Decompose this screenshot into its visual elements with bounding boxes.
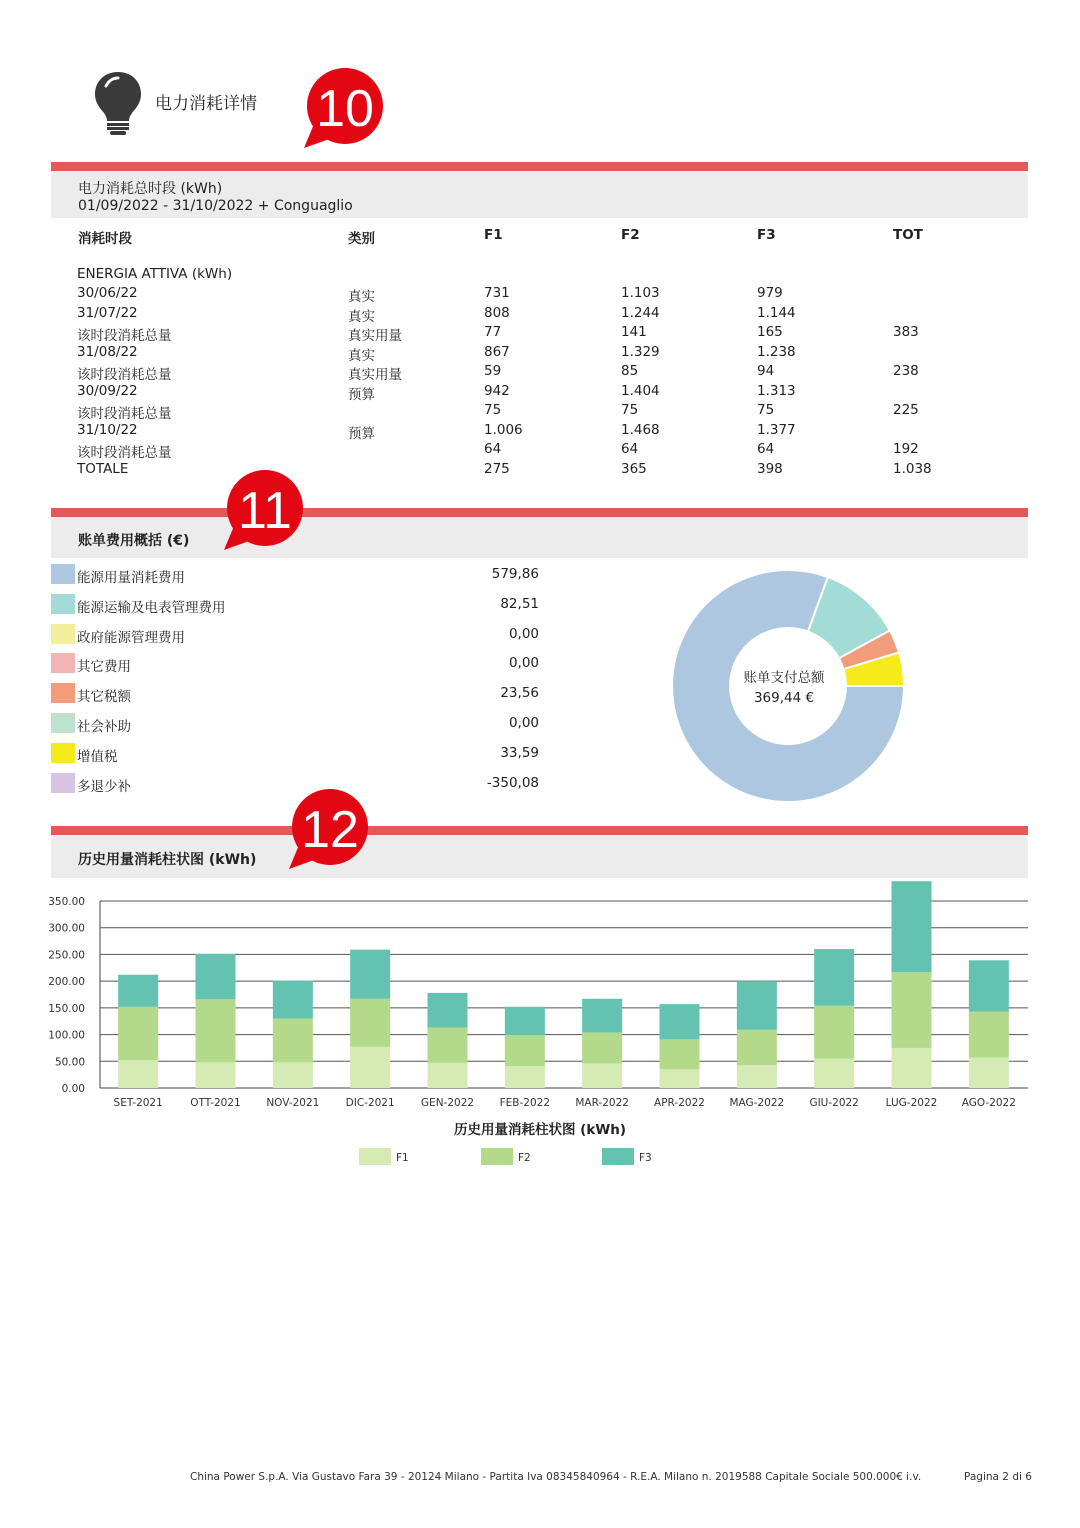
- bar-segment-f1: [118, 1060, 158, 1088]
- badge-number: 12: [301, 801, 359, 859]
- table-cell: 1.144: [757, 304, 796, 321]
- bar-segment-f2: [660, 1039, 700, 1069]
- group-label-row: [0, 266, 1080, 285]
- page-title: 电力消耗详情: [155, 94, 257, 114]
- bar-segment-f1: [892, 1048, 932, 1088]
- table-cell: 30/09/22: [77, 382, 138, 399]
- bar-segment-f2: [892, 972, 932, 1048]
- table-cell: TOTALE: [77, 460, 129, 477]
- summary-item-label: 社会补助: [77, 719, 131, 735]
- column-header: TOT: [893, 227, 923, 243]
- bar-segment-f2: [505, 1035, 545, 1066]
- table-cell: 该时段消耗总量: [77, 406, 172, 422]
- summary-item-value: 33,59: [500, 744, 539, 761]
- column-header: F3: [757, 227, 776, 243]
- bar-segment-f1: [660, 1069, 700, 1088]
- table-cell: 1.329: [621, 343, 660, 360]
- table-cell: 979: [757, 285, 783, 301]
- table-cell: 275: [484, 460, 510, 477]
- x-tick-label: AGO-2022: [961, 1097, 1016, 1109]
- legend-swatch: [51, 713, 75, 733]
- donut-label: 账单支付总额: [743, 670, 825, 686]
- table-cell: 1.103: [621, 285, 660, 301]
- table-row: [0, 402, 1080, 421]
- y-tick-label: 100.00: [48, 1029, 85, 1042]
- table-row: [0, 422, 1080, 441]
- y-tick-label: 250.00: [48, 949, 85, 962]
- table-cell: 808: [484, 304, 510, 321]
- legend-swatch: [51, 773, 75, 793]
- history-bar-chart: [0, 880, 1080, 1180]
- column-header: F1: [484, 227, 503, 243]
- table-cell: 31/08/22: [77, 343, 138, 360]
- badge-number: 11: [238, 482, 292, 540]
- table-cell: 867: [484, 343, 510, 360]
- legend-label: F1: [396, 1152, 409, 1164]
- y-tick-label: 50.00: [54, 1056, 85, 1069]
- summary-item: [51, 743, 551, 765]
- legend-swatch: [51, 624, 75, 644]
- table-cell: 预算: [348, 425, 375, 442]
- bar-segment-f2: [273, 1019, 313, 1063]
- table-cell: 30/06/22: [77, 285, 138, 301]
- table-cell: 238: [893, 363, 919, 379]
- section-badge-11: [222, 470, 306, 552]
- column-header: 消耗时段: [78, 231, 132, 247]
- x-tick-label: LUG-2022: [885, 1097, 938, 1109]
- x-tick-label: GIU-2022: [809, 1097, 859, 1109]
- x-tick-label: MAR-2022: [575, 1097, 629, 1109]
- legend-swatch: [51, 564, 75, 584]
- y-tick-label: 150.00: [48, 1002, 85, 1015]
- table-cell: 真实: [348, 308, 375, 325]
- section-badge-12: [287, 789, 371, 871]
- table-cell: 85: [621, 363, 639, 379]
- column-header: F2: [621, 227, 640, 243]
- history-title: 历史用量消耗柱状图 (kWh): [78, 852, 257, 868]
- table-cell: 383: [893, 324, 919, 340]
- table-cell: 真实用量: [348, 367, 402, 383]
- summary-item-value: 23,56: [500, 685, 539, 702]
- summary-item-value: 0,00: [508, 625, 539, 642]
- legend-swatch: [51, 743, 75, 763]
- table-cell: 该时段消耗总量: [77, 328, 172, 344]
- summary-item: [51, 564, 551, 586]
- consumption-header-box: [51, 171, 1028, 218]
- bar-segment-f1: [737, 1065, 777, 1088]
- legend-label: F2: [518, 1152, 531, 1164]
- x-tick-label: APR-2022: [654, 1097, 705, 1109]
- bar-segment-f1: [582, 1063, 622, 1088]
- bar-segment-f2: [428, 1028, 468, 1063]
- bar-segment-f3: [660, 1004, 700, 1039]
- table-cell: 59: [484, 363, 502, 379]
- table-cell: 1.238: [757, 343, 796, 360]
- table-cell: 真实: [348, 347, 375, 364]
- legend-swatch: [51, 683, 75, 703]
- summary-item: [51, 713, 551, 735]
- legend-swatch: [481, 1148, 513, 1165]
- table-cell: 75: [621, 402, 639, 418]
- bar-segment-f2: [737, 1030, 777, 1065]
- table-row: [0, 344, 1080, 363]
- bar-segment-f1: [814, 1059, 854, 1088]
- legend-swatch: [602, 1148, 634, 1165]
- summary-item-value: 82,51: [500, 595, 539, 612]
- bar-segment-f3: [273, 981, 313, 1019]
- bar-segment-f3: [892, 881, 932, 972]
- table-cell: 75: [757, 402, 775, 418]
- table-cell: 1.404: [621, 382, 660, 399]
- y-tick-label: 350.00: [48, 896, 85, 908]
- table-cell: 31/10/22: [77, 421, 138, 438]
- section-badge-10: [302, 68, 386, 150]
- bar-segment-f3: [505, 1007, 545, 1035]
- table-row: [0, 461, 1080, 480]
- summary-item-value: 579,86: [491, 566, 539, 582]
- bar-segment-f1: [350, 1047, 390, 1088]
- summary-item: [51, 594, 551, 616]
- legend-swatch: [51, 594, 75, 614]
- legend-swatch: [359, 1148, 391, 1165]
- chart-title: 历史用量消耗柱状图 (kWh): [453, 1122, 627, 1138]
- footer-company: China Power S.p.A. Via Gustavo Fara 39 - 20124 Milano - Partita Iva 08345840964 - R.E.A. Milano n. 2019588 Capitale Sociale 500.000€ i.v.: [190, 1471, 922, 1483]
- table-cell: 真实用量: [348, 328, 402, 344]
- summary-header-box: [51, 517, 1028, 558]
- history-header-box: [51, 835, 1028, 878]
- summary-item-label: 能源运输及电表管理费用: [77, 599, 226, 616]
- summary-item-value: 0,00: [508, 715, 539, 731]
- y-tick-label: 0.00: [61, 1083, 85, 1095]
- x-tick-label: SET-2021: [113, 1097, 163, 1109]
- summary-item-label: 多退少补: [77, 778, 131, 795]
- x-tick-label: MAG-2022: [729, 1097, 785, 1109]
- page-number: Pagina 2 di 6: [964, 1471, 1032, 1483]
- table-cell: 64: [484, 441, 502, 457]
- table-cell: 225: [893, 402, 919, 418]
- summary-item-label: 能源用量消耗费用: [77, 570, 185, 586]
- table-cell: 该时段消耗总量: [77, 445, 172, 461]
- bill-donut-chart: [668, 568, 908, 808]
- x-tick-label: NOV-2021: [266, 1097, 320, 1109]
- summary-item-label: 其它费用: [77, 659, 131, 676]
- x-tick-label: OTT-2021: [190, 1097, 241, 1109]
- badge-number: 10: [316, 80, 374, 138]
- lightbulb-icon: [92, 70, 144, 136]
- summary-item-value: 0,00: [508, 655, 539, 672]
- group-label: ENERGIA ATTIVA (kWh): [77, 266, 233, 282]
- table-cell: 942: [484, 382, 510, 399]
- bar-segment-f3: [196, 954, 236, 999]
- summary-item: [51, 683, 551, 705]
- table-cell: 1.244: [621, 304, 660, 321]
- table-cell: 365: [621, 460, 647, 477]
- bar-segment-f2: [969, 1012, 1009, 1058]
- table-cell: 77: [484, 324, 502, 340]
- bar-segment-f2: [350, 999, 390, 1047]
- table-row: [0, 383, 1080, 402]
- bar-segment-f3: [118, 975, 158, 1007]
- table-row: [0, 324, 1080, 343]
- table-row: [0, 441, 1080, 460]
- bar-segment-f1: [428, 1063, 468, 1088]
- bar-segment-f3: [737, 981, 777, 1030]
- bar-segment-f1: [969, 1058, 1009, 1088]
- x-tick-label: FEB-2022: [499, 1097, 551, 1109]
- bar-segment-f1: [196, 1062, 236, 1088]
- table-cell: 75: [484, 402, 502, 418]
- bar-segment-f3: [814, 949, 854, 1006]
- legend-swatch: [51, 653, 75, 673]
- table-cell: 真实: [348, 289, 375, 305]
- bar-segment-f1: [273, 1062, 313, 1088]
- bar-segment-f3: [428, 993, 468, 1028]
- summary-item-label: 其它税额: [77, 689, 131, 706]
- table-header-row: [0, 227, 1080, 246]
- table-cell: 731: [484, 285, 510, 301]
- table-cell: 1.006: [484, 421, 523, 438]
- section-divider: [51, 162, 1028, 171]
- summary-item: [51, 624, 551, 646]
- section-divider: [51, 826, 1028, 835]
- section-divider: [51, 508, 1028, 517]
- table-cell: 1.313: [757, 382, 796, 399]
- table-cell: 398: [757, 460, 783, 477]
- table-cell: 该时段消耗总量: [77, 367, 172, 383]
- y-tick-label: 200.00: [48, 976, 85, 989]
- table-cell: 31/07/22: [77, 304, 138, 321]
- table-cell: 1.468: [621, 421, 660, 438]
- bar-segment-f3: [969, 960, 1009, 1011]
- bar-segment-f1: [505, 1066, 545, 1088]
- bar-segment-f3: [582, 999, 622, 1033]
- summary-item-value: -350,08: [486, 774, 539, 791]
- table-row: [0, 285, 1080, 304]
- bar-segment-f2: [118, 1007, 158, 1060]
- legend-label: F3: [639, 1152, 652, 1164]
- table-cell: 预算: [348, 386, 375, 403]
- table-cell: 141: [621, 324, 647, 340]
- y-tick-label: 300.00: [48, 922, 85, 935]
- summary-item-label: 增值税: [77, 748, 118, 765]
- table-cell: 192: [893, 441, 919, 457]
- x-tick-label: GEN-2022: [420, 1097, 475, 1109]
- consumption-period: 01/09/2022 - 31/10/2022 + Conguaglio: [78, 198, 353, 214]
- summary-item: [51, 653, 551, 675]
- table-cell: 1.038: [893, 460, 932, 477]
- table-row: [0, 305, 1080, 324]
- bar-segment-f2: [814, 1006, 854, 1059]
- bar-segment-f2: [582, 1032, 622, 1063]
- x-tick-label: DIC-2021: [345, 1097, 395, 1109]
- bar-segment-f2: [196, 999, 236, 1062]
- column-header: 类别: [348, 231, 375, 247]
- table-cell: 94: [757, 363, 775, 379]
- table-cell: 165: [757, 324, 783, 340]
- donut-total: 369,44 €: [753, 690, 815, 706]
- bar-segment-f3: [350, 950, 390, 999]
- summary-item-label: 政府能源管理费用: [77, 629, 185, 646]
- table-cell: 64: [757, 441, 775, 457]
- summary-title: 账单费用概括 (€): [78, 533, 190, 549]
- table-cell: 1.377: [757, 421, 796, 438]
- table-row: [0, 363, 1080, 382]
- consumption-title: 电力消耗总时段 (kWh): [78, 181, 223, 197]
- table-cell: 64: [621, 441, 639, 457]
